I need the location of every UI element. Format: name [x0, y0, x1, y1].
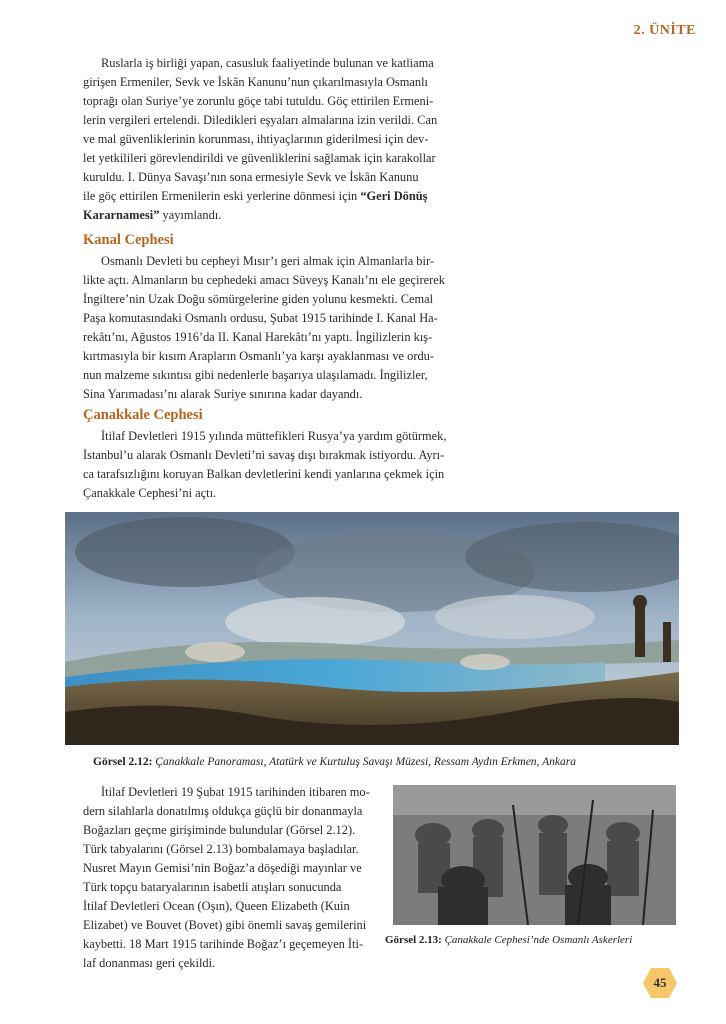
- text-line: Ruslarla iş birliği yapan, casusluk faaliyetinde bulunan ve katliama: [101, 56, 434, 70]
- text-line: Çanakkale Cephesi’ni açtı.: [83, 486, 217, 500]
- figure-caption-2-12: [93, 756, 576, 768]
- text-line: [83, 206, 475, 225]
- text-line: kırtmasıyla bir kısım Arapların Osmanlı’ya karşı ayaklanması ve ordu-: [83, 349, 434, 363]
- figure-caption-2-13: [385, 934, 632, 946]
- text-line: Osmanlı Devleti bu cepheyi Mısır’ı geri almak için Almanlarla bir-: [101, 254, 434, 268]
- text-line: likte açtı. Almanların bu cephedeki amacı Süveyş Kanalı’nı ele geçirerek: [83, 273, 445, 287]
- paragraph-naval: [83, 783, 381, 973]
- figure-caption-text: Çanakkale Cephesi’nde Osmanlı Askerleri: [441, 934, 633, 946]
- text-line: İngiltere’nin Uzak Doğu sömürgelerine giden yolunu kesmekti. Cemal: [83, 292, 434, 306]
- section-heading-kanal: Kanal Cephesi: [83, 232, 174, 248]
- text-line: İstanbul’u alarak Osmanlı Devleti’ni savaş dışı bırakmak istiyordu. Ayrı-: [83, 448, 445, 462]
- text-line: Elizabet) ve Bouvet (Bovet) gibi önemli savaş gemilerini: [83, 918, 367, 932]
- text-line: [83, 187, 475, 206]
- text-line: girişen Ermeniler, Sevk ve İskân Kanunu’nun çıkarılmasıyla Osmanlı: [83, 75, 428, 89]
- text-line: rekâtı’nı, Ağustos 1916’da II. Kanal Harekâtı’nı yaptı. İngilizlerin kış-: [83, 330, 433, 344]
- bold-term: Kararnamesi”: [83, 208, 160, 222]
- section-kanal: [83, 227, 475, 404]
- page-number-badge: [643, 968, 677, 998]
- text-line: İtilaf Devletleri Ocean (Oşın), Queen Elizabeth (Kuin: [83, 899, 350, 913]
- text-line: Paşa komutasındaki Osmanlı ordusu, Şubat 1915 tarihinde I. Kanal Ha-: [83, 311, 438, 325]
- text-line: laf donanması geri çekildi.: [83, 956, 216, 970]
- text-line: let yetkilileri görevlendirildi ve güvenliklerini sağlamak için karakollar: [83, 151, 436, 165]
- text-line: kuruldu. I. Dünya Savaşı’nın sona ermesiyle Sevk ve İskân Kanunu: [83, 170, 419, 184]
- figure-caption-text: Çanakkale Panoraması, Atatürk ve Kurtuluş Savaşı Müzesi, Ressam Aydın Erkmen, Ankara: [152, 756, 576, 768]
- text-line: Türk topçu bataryalarının isabetli atışları sonucunda: [83, 880, 342, 894]
- text-line: İtilaf Devletleri 19 Şubat 1915 tarihinden itibaren mo-: [101, 785, 370, 799]
- text-line: Boğazları geçme girişiminde bulundular (Görsel 2.12).: [83, 823, 356, 837]
- text-line: ve mal güvenliklerinin korunması, ihtiyaçlarının giderilmesi için dev-: [83, 132, 429, 146]
- bold-term: “Geri Dönüş: [360, 189, 428, 203]
- canakkale-panorama-image: [65, 512, 679, 745]
- page-number: 45: [653, 975, 667, 990]
- text-line: Nusret Mayın Gemisi’nin Boğaz’a döşediği mayınlar ve: [83, 861, 362, 875]
- text-line: nun malzeme sıkıntısı gibi nedenlerle başarıya ulaşılamadı. İngilizler,: [83, 368, 428, 382]
- figure-label: Görsel 2.13:: [385, 934, 442, 946]
- figure-label: Görsel 2.12:: [93, 756, 153, 768]
- text-line: dern silahlarla donatılmış oldukça güçlü bir donanmayla: [83, 804, 363, 818]
- text-line: toprağı olan Suriye’ye zorunlu göçe tabi tutuldu. Göç ettirilen Ermeni-: [83, 94, 434, 108]
- text-line: Sina Yarımadası’nı alarak Suriye sınırına kadar dayandı.: [83, 387, 363, 401]
- section-heading-canakkale: Çanakkale Cephesi: [83, 407, 203, 423]
- text-line: İtilaf Devletleri 1915 yılında müttefikleri Rusya’ya yardım götürmek,: [101, 429, 447, 443]
- text-line: ca tarafsızlığını koruyan Balkan devletlerini kendi yanlarına çekmek için: [83, 467, 445, 481]
- text-fragment: ile göç ettirilen Ermenilerin eski yerlerine dönmesi için: [83, 189, 358, 203]
- text-line: kaybetti. 18 Mart 1915 tarihinde Boğaz’ı geçemeyen İti-: [83, 937, 364, 951]
- text-fragment: yayımlandı.: [159, 208, 222, 222]
- unit-label: 2. ÜNİTE: [633, 23, 696, 38]
- text-line: lerin vergileri ertelendi. Diledikleri eşyaları almalarına izin verildi. Can: [83, 113, 438, 127]
- section-canakkale: [83, 402, 475, 503]
- text-line: Türk tabyalarını (Görsel 2.13) bombalamaya başladılar.: [83, 842, 359, 856]
- ottoman-soldiers-photo: [393, 785, 676, 925]
- paragraph-armenians: [83, 54, 475, 225]
